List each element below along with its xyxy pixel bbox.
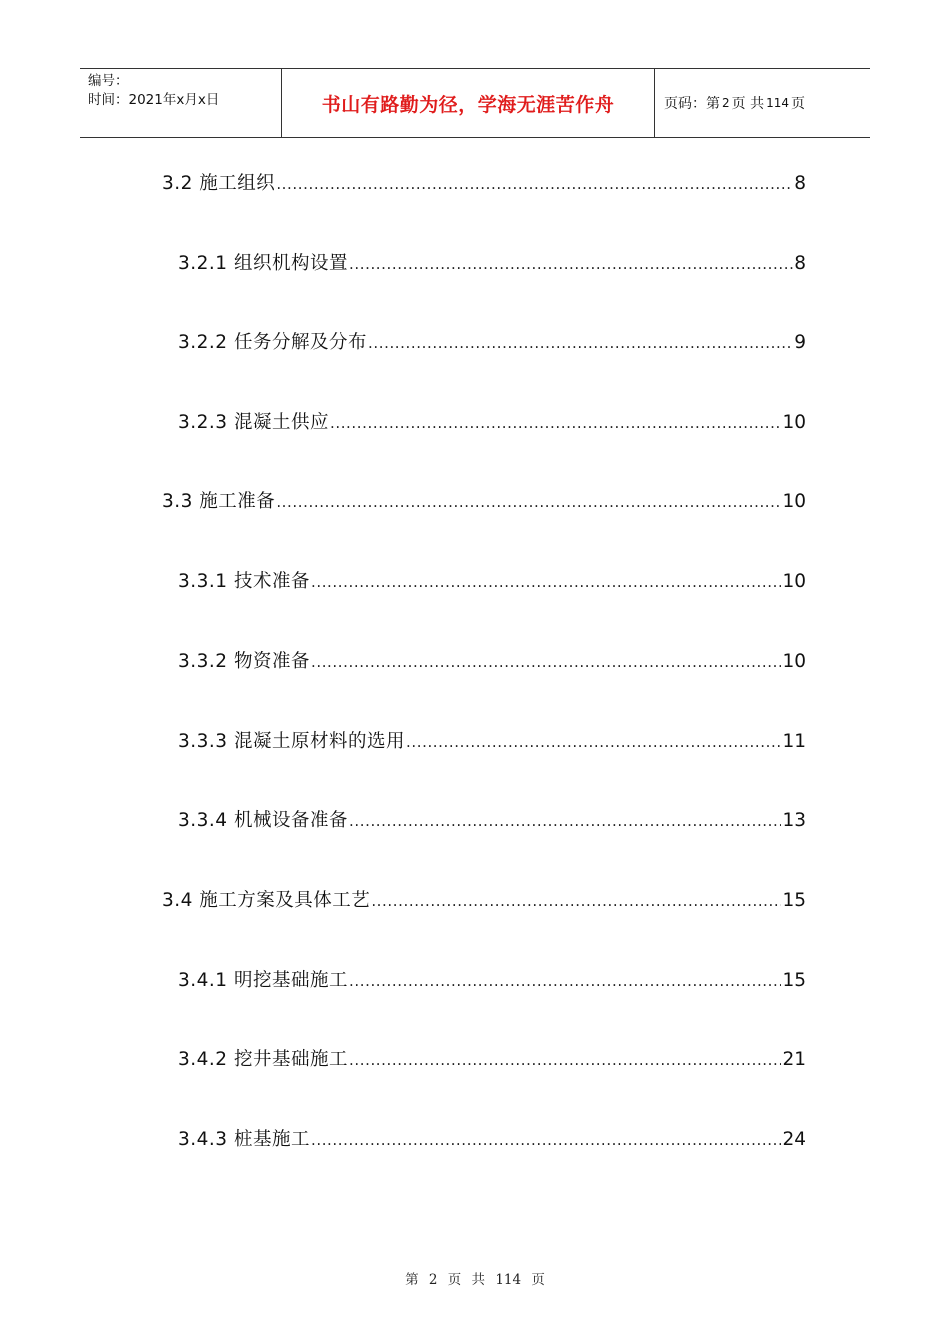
toc-entry-title: 3.3.3 混凝土原材料的选用 — [178, 731, 405, 752]
toc-leader — [406, 730, 781, 754]
toc-entry-page: 10 — [782, 651, 806, 672]
toc-leader — [311, 650, 782, 674]
toc-entry-page: 9 — [794, 332, 806, 353]
toc-entry[interactable] — [178, 1048, 806, 1072]
toc-entry[interactable] — [178, 411, 806, 435]
toc-entry-page: 10 — [782, 571, 806, 592]
toc-entry-page: 21 — [782, 1049, 806, 1070]
page-footer: 第 2 页 共 114 页 — [405, 1272, 545, 1288]
toc-leader — [349, 969, 781, 993]
header-meta — [80, 69, 282, 137]
page-middle: 页 共 — [731, 96, 765, 112]
toc-entry[interactable] — [178, 1128, 806, 1152]
toc-leader — [349, 252, 793, 276]
number-label: 编号： — [88, 73, 129, 89]
toc-entry[interactable] — [178, 252, 806, 276]
toc-entry-page: 15 — [782, 890, 806, 911]
toc-entry-title: 3.3.1 技术准备 — [178, 571, 310, 592]
toc-leader — [349, 1048, 781, 1072]
toc-entry-title: 3.2.2 任务分解及分布 — [178, 332, 367, 353]
toc-entry-title: 3.2.1 组织机构设置 — [178, 253, 348, 274]
toc-entry-title: 3.3.4 机械设备准备 — [178, 810, 348, 831]
toc-entry-title: 3.3 施工准备 — [162, 491, 276, 512]
toc-entry[interactable] — [178, 650, 806, 674]
toc-entry[interactable] — [178, 969, 806, 993]
toc-entry-title: 3.4.3 桩基施工 — [178, 1129, 310, 1150]
date-label: 时间：2021年x月x日 — [88, 92, 220, 108]
header-motto-cell — [282, 69, 655, 137]
toc-leader — [371, 889, 781, 913]
toc-entry[interactable] — [178, 570, 806, 594]
toc-entry-page: 15 — [782, 970, 806, 991]
toc-entry-page: 10 — [782, 412, 806, 433]
toc-entry[interactable] — [178, 331, 806, 355]
toc-entry-page: 13 — [782, 810, 806, 831]
toc-entry-title: 3.4.2 挖井基础施工 — [178, 1049, 348, 1070]
page-suffix: 页 — [791, 96, 805, 112]
toc-entry-title: 3.4.1 明挖基础施工 — [178, 970, 348, 991]
toc-leader — [368, 331, 793, 355]
toc-entry-page: 11 — [782, 731, 806, 752]
toc-entry[interactable] — [162, 889, 806, 913]
page-prefix: 页码：第 — [664, 96, 720, 112]
toc-entry-page: 8 — [794, 173, 806, 194]
toc-leader — [276, 490, 781, 514]
toc-entry-title: 3.4 施工方案及具体工艺 — [162, 890, 371, 911]
page-header — [80, 68, 870, 138]
toc-entry-page: 24 — [782, 1129, 806, 1150]
toc-entry-page: 8 — [794, 253, 806, 274]
toc-entry[interactable] — [162, 490, 806, 514]
header-page-info — [655, 69, 870, 137]
toc-entry-title: 3.3.2 物资准备 — [178, 651, 310, 672]
page-current: 2 — [722, 96, 730, 110]
toc-leader — [330, 411, 782, 435]
toc-entry[interactable] — [178, 730, 806, 754]
toc-leader — [276, 172, 793, 196]
toc-leader — [311, 1128, 782, 1152]
motto-text: 书山有路勤为径，学海无涯苦作舟 — [321, 93, 615, 116]
toc-entry-page: 10 — [782, 491, 806, 512]
toc-entry[interactable] — [178, 809, 806, 833]
toc-leader — [349, 809, 781, 833]
toc-entry[interactable] — [162, 172, 806, 196]
toc-entry-title: 3.2.3 混凝土供应 — [178, 412, 329, 433]
toc-entry-title: 3.2 施工组织 — [162, 173, 276, 194]
toc-leader — [311, 570, 782, 594]
page-total: 114 — [766, 96, 789, 110]
